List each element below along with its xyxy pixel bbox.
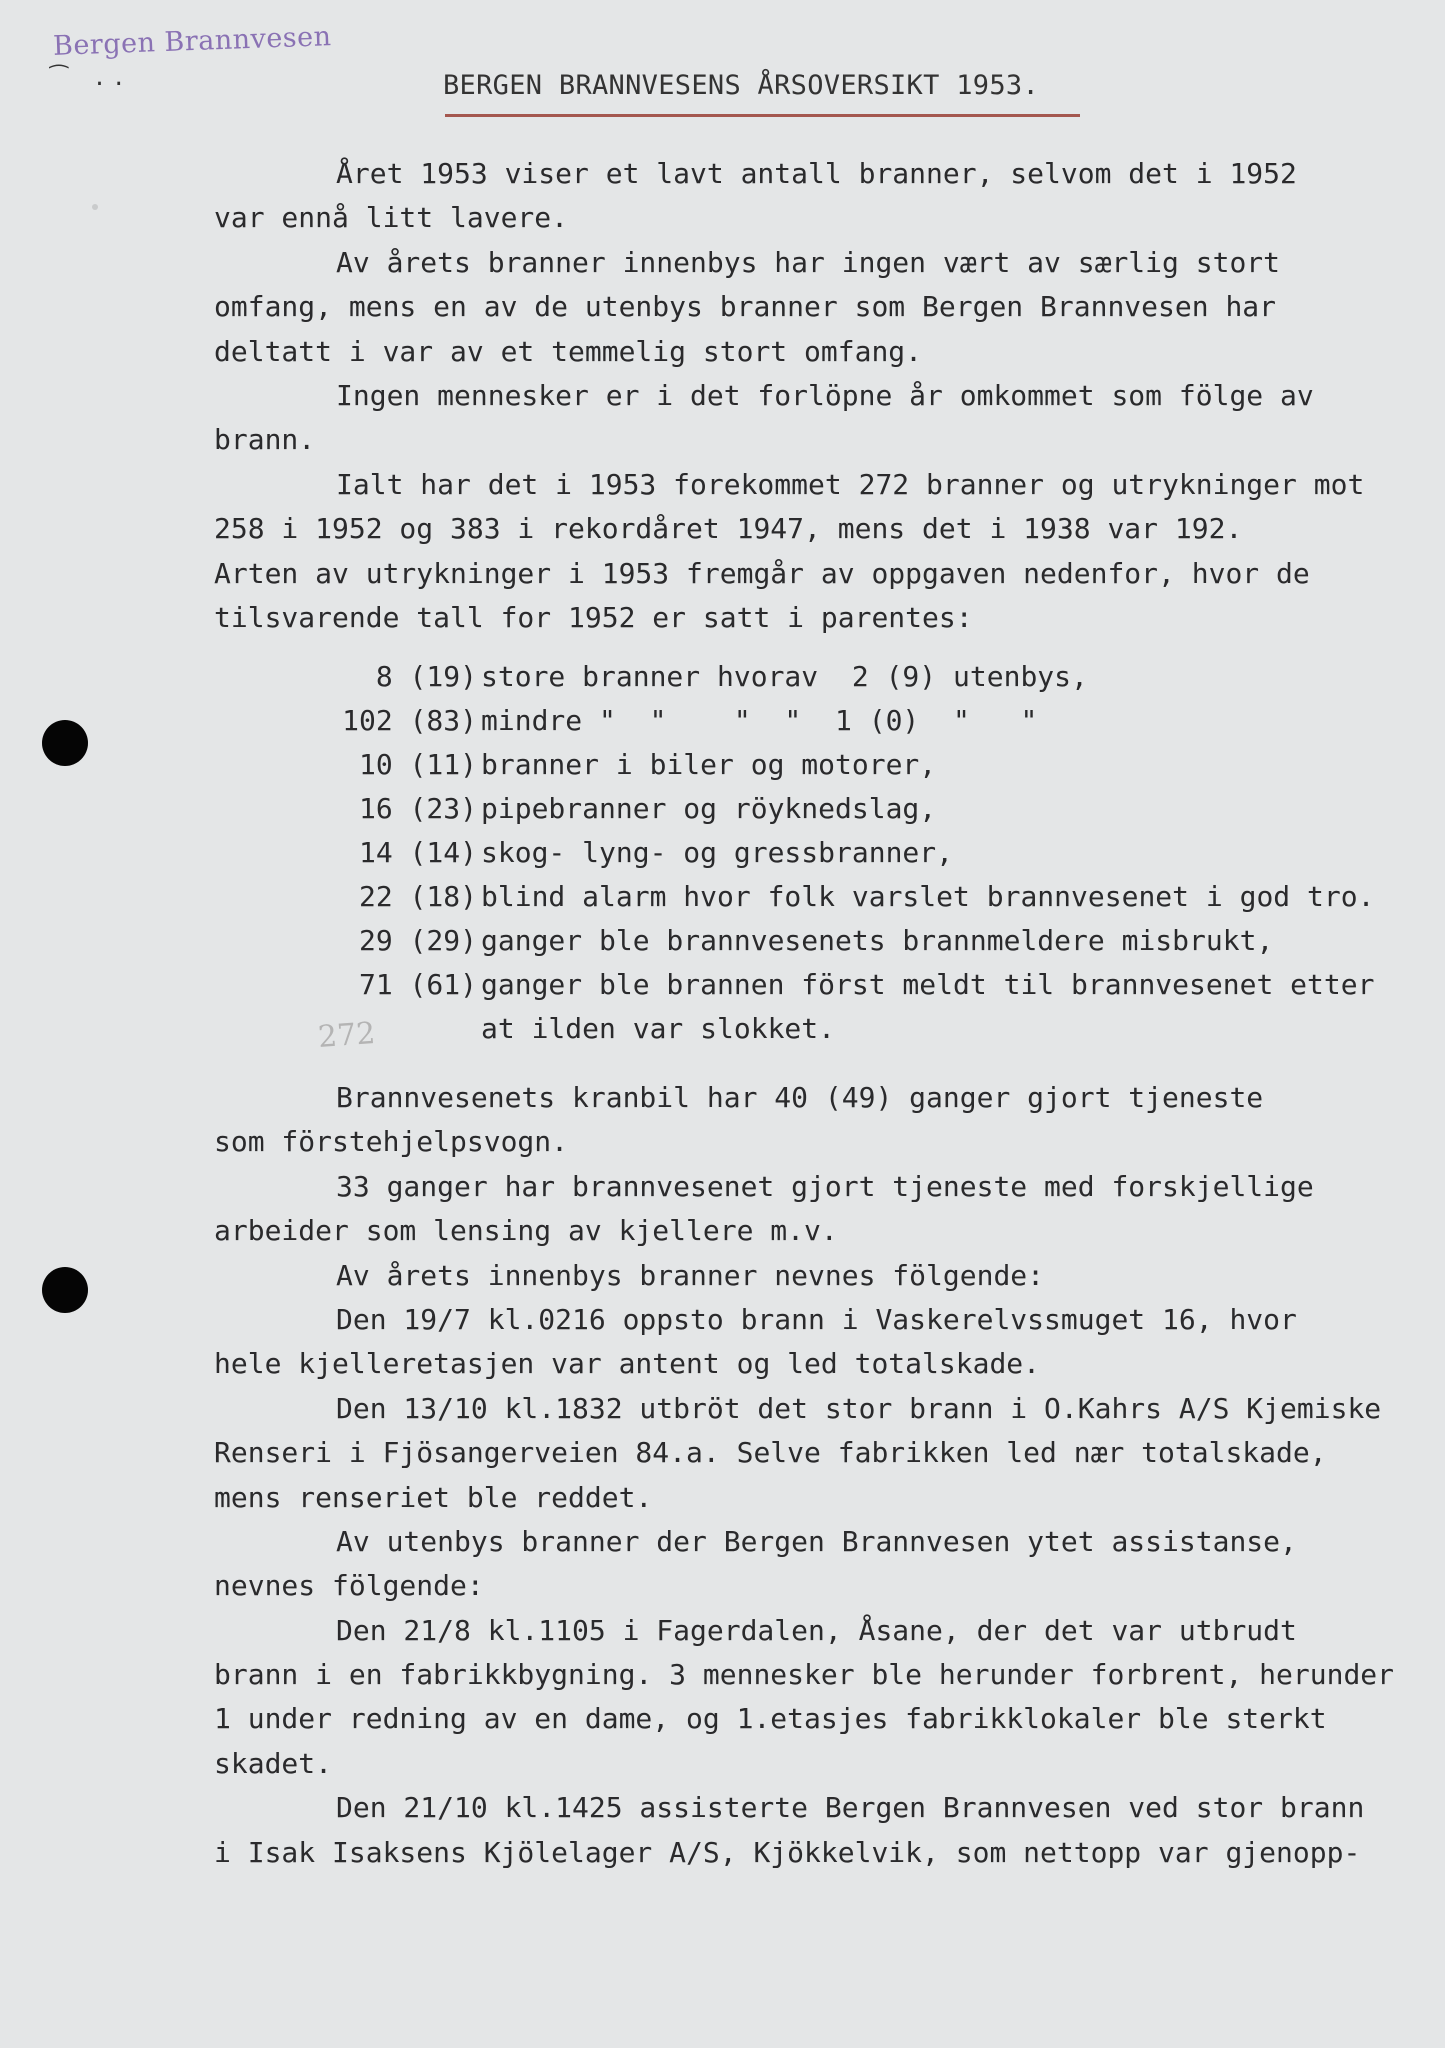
stat-count: 10 (11) [358, 748, 477, 781]
text-line: arbeider som lensing av kjellere m.v. [214, 1214, 838, 1248]
stat-count: 71 (61) [358, 968, 477, 1001]
stamp: Bergen Brannvesen [52, 21, 333, 62]
text-line: tilsvarende tall for 1952 er satt i parentes: [214, 600, 973, 634]
stat-description: blind alarm hvor folk varslet brannvesenet i god tro. [481, 880, 1375, 913]
stat-row [214, 787, 1444, 831]
text-line: nevnes fölgende: [214, 1569, 484, 1603]
stat-row [214, 655, 1444, 699]
text-line: Ingen mennesker er i det forlöpne år omkommet som fölge av [336, 378, 1314, 412]
text-line: brann i en fabrikkbygning. 3 mennesker ble herunder forbrent, herunder [214, 1658, 1395, 1692]
text-line: Brannvesenets kranbil har 40 (49) ganger gjort tjeneste [336, 1081, 1264, 1114]
stat-description: store branner hvorav 2 (9) utenbys, [481, 660, 1088, 693]
stat-description: ganger ble brannen först meldt til brannvesenet etter [481, 968, 1375, 1001]
stat-count: 22 (18) [358, 880, 477, 913]
stat-description: branner i biler og motorer, [481, 748, 937, 781]
stat-description: pipebranner og röyknedslag, [481, 792, 937, 825]
text-line: Arten av utrykninger i 1953 fremgår av oppgaven nedenfor, hvor de [214, 556, 1310, 590]
stat-row [214, 743, 1444, 787]
text-line: Den 19/7 kl.0216 oppsto brann i Vaskerelvssmuget 16, hvor [336, 1302, 1297, 1336]
stat-count: 16 (23) [358, 792, 477, 825]
text-line: 33 ganger har brannvesenet gjort tjeneste med forskjellige [336, 1169, 1314, 1203]
stat-row [214, 875, 1444, 919]
stat-count: 8 (19) [375, 660, 477, 693]
text-line: Den 13/10 kl.1832 utbröt det stor brann i O.Kahrs A/S Kjemiske [336, 1391, 1382, 1425]
text-line: 258 i 1952 og 383 i rekordåret 1947, mens det i 1938 var 192. [214, 512, 1243, 546]
text-line: Ialt har det i 1953 forekommet 272 branner og utrykninger mot [336, 467, 1365, 501]
stat-description: mindre " " " " 1 (0) " " [481, 704, 1038, 737]
text-line: Av årets branner innenbys har ingen vært av særlig stort [336, 245, 1281, 279]
text-line: skadet. [214, 1746, 333, 1780]
text-line: Av årets innenbys branner nevnes fölgende: [336, 1258, 1045, 1292]
body-paragraphs [214, 1076, 1444, 1875]
corner-marks: ⁀ .. [50, 66, 132, 91]
text-line: deltatt i var av et temmelig stort omfang. [214, 334, 923, 368]
stat-row [214, 919, 1444, 963]
text-line: Den 21/10 kl.1425 assisterte Bergen Brannvesen ved stor brann [336, 1791, 1365, 1825]
paper-speck [92, 204, 98, 210]
stat-description: skog- lyng- og gressbranner, [481, 836, 954, 869]
intro-paragraphs [214, 152, 1444, 640]
text-line: var ennå litt lavere. [214, 201, 569, 235]
text-line: Året 1953 viser et lavt antall branner, selvom det i 1952 [336, 157, 1297, 190]
text-line: som förstehjelpsvogn. [214, 1125, 569, 1159]
stat-count: 29 (29) [358, 924, 477, 957]
text-line: Av utenbys branner der Bergen Brannvesen ytet assistanse, [336, 1524, 1297, 1558]
punch-hole-icon [42, 1267, 88, 1313]
text-line: Den 21/8 kl.1105 i Fagerdalen, Åsane, der det var utbrudt [336, 1613, 1297, 1647]
text-line: Renseri i Fjösangerveien 84.a. Selve fabrikken led nær totalskade, [214, 1436, 1327, 1470]
stat-row [214, 831, 1444, 875]
text-line: omfang, mens en av de utenbys branner som Bergen Brannvesen har [214, 290, 1277, 324]
page-title: BERGEN BRANNVESENS ÅRSOVERSIKT 1953. [443, 70, 1039, 101]
text-line: 1 under redning av en dame, og 1.etasjes fabrikklokaler ble sterkt [214, 1702, 1327, 1736]
text-line: mens renseriet ble reddet. [214, 1480, 653, 1514]
text-line: i Isak Isaksens Kjölelager A/S, Kjökkelvik, som nettopp var gjenopp- [214, 1835, 1361, 1869]
title-underline [445, 114, 1080, 117]
stat-row [214, 963, 1444, 1007]
stat-description: ganger ble brannvesenets brannmeldere misbrukt, [481, 924, 1274, 957]
statistics-list [214, 655, 1444, 1051]
text-line: hele kjelleretasjen var antent og led totalskade. [214, 1347, 1041, 1381]
stat-row [214, 699, 1444, 743]
stat-count: 102 (83) [342, 704, 477, 737]
stat-row [214, 1007, 1444, 1051]
pencil-note: 272 [316, 1016, 377, 1055]
text-line: brann. [214, 423, 316, 457]
stat-count: 14 (14) [358, 836, 477, 869]
punch-hole-icon [42, 720, 88, 766]
stat-description: at ilden var slokket. [481, 1012, 836, 1045]
